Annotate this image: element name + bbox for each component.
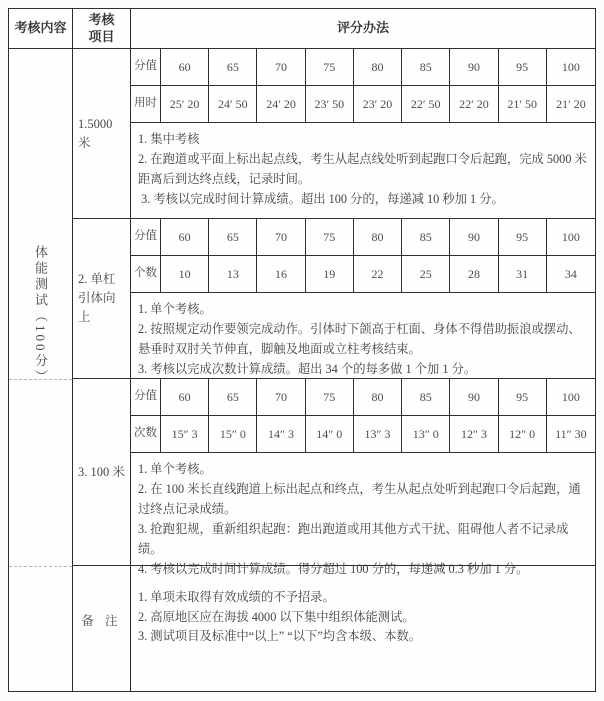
score-cell: 70 xyxy=(257,219,305,256)
score-cell: 90 xyxy=(450,49,498,86)
count-cell: 10 xyxy=(161,256,209,293)
score-cell: 100 xyxy=(547,49,595,86)
rule-line: 1. 单个考核。 xyxy=(138,462,212,476)
count-cell: 16 xyxy=(257,256,305,293)
score-cell: 70 xyxy=(257,379,305,416)
time-cell: 24′ 20 xyxy=(257,86,305,123)
seconds-cell: 14″ 3 xyxy=(257,416,305,453)
time-row-label: 用时 xyxy=(131,86,161,123)
project-pullup-label: 2. 单杠引体向上 xyxy=(73,219,131,379)
score-cell: 95 xyxy=(499,219,547,256)
section-5000m-rules xyxy=(131,123,595,218)
score-row xyxy=(131,379,595,416)
seconds-cell: 13″ 3 xyxy=(354,416,402,453)
rule-line: 2. 按照规定动作要领完成动作。引体时下颌高于杠面、身体不得借助振浪或摆动、悬垂时双肘关节伸直，脚触及地面或立柱考核结束。 xyxy=(138,321,581,356)
remark-line: 1. 单项未取得有效成绩的不予招录。 xyxy=(138,589,335,604)
section-pullup xyxy=(131,219,595,379)
seconds-cell: 12″ 0 xyxy=(499,416,547,453)
seconds-row-label: 次数 xyxy=(131,416,161,453)
score-cell: 60 xyxy=(161,219,209,256)
score-cell: 100 xyxy=(547,219,595,256)
section-100m xyxy=(131,379,595,576)
count-row xyxy=(131,256,595,293)
rule-line: 2. 在跑道或平面上标出起点线，考生从起点线处听到起跑口令后起跑，完成 5000 米距离后到达终点线，记录时间。 xyxy=(138,151,587,186)
count-cell: 31 xyxy=(499,256,547,293)
score-cell: 70 xyxy=(257,49,305,86)
score-cell: 90 xyxy=(450,219,498,256)
section-100m-rules xyxy=(131,453,595,583)
header-assessment-item xyxy=(73,9,131,49)
time-cell: 24′ 50 xyxy=(209,86,257,123)
dashed-divider xyxy=(9,379,72,380)
count-cell: 22 xyxy=(354,256,402,293)
score-cell: 65 xyxy=(209,379,257,416)
count-row-label: 个数 xyxy=(131,256,161,293)
score-cell: 60 xyxy=(161,49,209,86)
seconds-row xyxy=(131,416,595,453)
header-assessment-content: 考核内容 xyxy=(9,9,73,49)
content-column-cell xyxy=(9,49,73,691)
remark-line: 3. 测试项目及标准中“以上” “以下”均含本级、本数。 xyxy=(138,629,422,644)
count-cell: 13 xyxy=(209,256,257,293)
rule-line: 3. 考核以完成次数计算成绩。超出 34 个的每多做 1 个加 1 分。 xyxy=(138,361,477,376)
time-cell: 23′ 20 xyxy=(354,86,402,123)
score-row-label: 分值 xyxy=(131,219,161,256)
score-cell: 65 xyxy=(209,49,257,86)
physical-test-label: 体能测试（100分） xyxy=(33,245,48,386)
score-cell: 95 xyxy=(499,49,547,86)
score-row-label: 分值 xyxy=(131,49,161,86)
section-5000m xyxy=(131,49,595,219)
score-cell: 80 xyxy=(354,219,402,256)
count-cell: 19 xyxy=(306,256,354,293)
seconds-cell: 14″ 0 xyxy=(306,416,354,453)
dashed-divider xyxy=(9,566,72,567)
rule-line: 4. 考核以完成时间计算成绩。得分超过 100 分的，每递减 0.3 秒加 1 分。 xyxy=(138,561,529,576)
rule-line: 3. 抢跑犯规，重新组织起跑：跑出跑道或用其他方式干扰、阻碍他人者不记录成绩。 xyxy=(138,521,569,556)
header-assessment-item-text: 考核 项目 xyxy=(88,12,115,44)
score-cell: 85 xyxy=(402,219,450,256)
count-cell: 25 xyxy=(402,256,450,293)
score-cell: 85 xyxy=(402,379,450,416)
seconds-cell: 12″ 3 xyxy=(450,416,498,453)
time-cell: 21′ 20 xyxy=(547,86,595,123)
rule-line: 3. 考核以完成时间计算成绩。超出 100 分的，每递减 10 秒加 1 分。 xyxy=(138,191,504,206)
score-cell: 75 xyxy=(306,49,354,86)
score-cell: 80 xyxy=(354,49,402,86)
score-cell: 60 xyxy=(161,379,209,416)
score-cell: 80 xyxy=(354,379,402,416)
remark-line: 2. 高原地区应在海拔 4000 以下集中组织体能测试。 xyxy=(138,609,415,624)
assessment-table xyxy=(8,8,596,692)
project-100m-label: 3. 100 米 xyxy=(73,379,131,566)
time-cell: 22′ 50 xyxy=(402,86,450,123)
score-row xyxy=(131,219,595,256)
seconds-cell: 13″ 0 xyxy=(402,416,450,453)
time-cell: 21′ 50 xyxy=(499,86,547,123)
score-row-label: 分值 xyxy=(131,379,161,416)
count-cell: 34 xyxy=(547,256,595,293)
section-pullup-rules xyxy=(131,293,595,384)
project-5000m-label: 1.5000 米 xyxy=(73,49,131,219)
time-row xyxy=(131,86,595,123)
time-cell: 25′ 20 xyxy=(161,86,209,123)
rule-line: 2. 在 100 米长直线跑道上标出起点和终点，考生从起点处听到起跑口令后起跑，通过终点记录成绩。 xyxy=(138,481,581,516)
header-scoring-method: 评分办法 xyxy=(131,9,595,49)
time-cell: 22′ 20 xyxy=(450,86,498,123)
score-cell: 85 xyxy=(402,49,450,86)
seconds-cell: 15″ 3 xyxy=(161,416,209,453)
score-cell: 75 xyxy=(306,219,354,256)
score-row xyxy=(131,49,595,86)
time-cell: 23′ 50 xyxy=(306,86,354,123)
seconds-cell: 15″ 0 xyxy=(209,416,257,453)
rule-line: 1. 集中考核 xyxy=(138,132,200,146)
count-cell: 28 xyxy=(450,256,498,293)
score-cell: 100 xyxy=(547,379,595,416)
rule-line: 1. 单个考核。 xyxy=(138,302,212,316)
score-cell: 95 xyxy=(499,379,547,416)
remark-content xyxy=(131,566,595,691)
score-cell: 65 xyxy=(209,219,257,256)
score-cell: 75 xyxy=(306,379,354,416)
score-cell: 90 xyxy=(450,379,498,416)
remark-label: 备 注 xyxy=(73,566,131,691)
seconds-cell: 11″ 30 xyxy=(547,416,595,453)
